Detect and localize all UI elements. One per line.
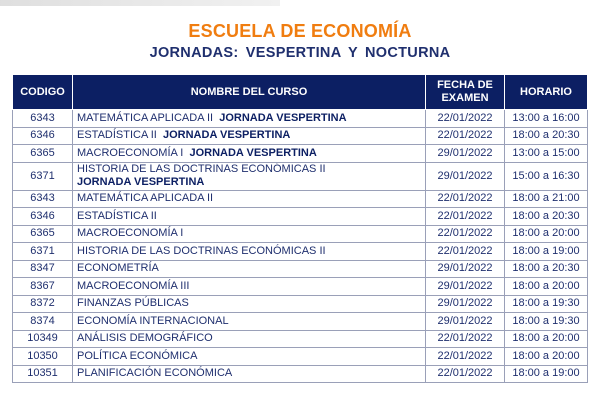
course-code-cell: 6371 bbox=[13, 162, 73, 190]
exam-time-cell: 13:00 a 16:00 bbox=[505, 110, 588, 128]
course-code-cell: 10350 bbox=[13, 348, 73, 366]
table-row bbox=[13, 295, 588, 313]
course-name: FINANZAS PÚBLICAS bbox=[77, 297, 189, 310]
table-row bbox=[13, 127, 588, 145]
course-name-cell bbox=[73, 260, 426, 278]
column-header-code: CODIGO bbox=[13, 75, 73, 110]
course-name-cell bbox=[73, 208, 426, 226]
table-row bbox=[13, 313, 588, 331]
course-code-cell: 6346 bbox=[13, 208, 73, 226]
exam-time-cell: 18:00 a 20:00 bbox=[505, 348, 588, 366]
exam-date-cell: 29/01/2022 bbox=[426, 313, 505, 331]
exam-time-cell: 18:00 a 20:30 bbox=[505, 127, 588, 145]
exam-schedule-table bbox=[12, 74, 588, 383]
exam-date-cell: 22/01/2022 bbox=[426, 127, 505, 145]
course-code-cell: 10351 bbox=[13, 365, 73, 383]
table-row bbox=[13, 110, 588, 128]
jornada-label: JORNADA VESPERTINA bbox=[77, 176, 205, 188]
page-title: ESCUELA DE ECONOMÍA bbox=[188, 21, 412, 41]
exam-date-cell: 29/01/2022 bbox=[426, 295, 505, 313]
exam-time-cell: 15:00 a 16:30 bbox=[505, 162, 588, 190]
exam-time-cell: 18:00 a 20:00 bbox=[505, 225, 588, 243]
course-name-cell bbox=[73, 348, 426, 366]
table-row bbox=[13, 190, 588, 208]
exam-time-cell: 18:00 a 19:30 bbox=[505, 295, 588, 313]
course-code-cell: 6343 bbox=[13, 190, 73, 208]
column-header-time: HORARIO bbox=[505, 75, 588, 110]
table-row bbox=[13, 162, 588, 190]
course-name: ESTADÍSTICA II bbox=[77, 129, 160, 142]
course-name: MATEMÁTICA APLICADA II bbox=[77, 111, 217, 124]
table-row bbox=[13, 208, 588, 226]
table-row bbox=[13, 260, 588, 278]
course-name-cell bbox=[73, 295, 426, 313]
jornada-label: JORNADA VESPERTINA bbox=[189, 146, 317, 159]
course-name-cell bbox=[73, 243, 426, 261]
course-name: MATEMÁTICA APLICADA II bbox=[77, 192, 214, 205]
course-name-cell bbox=[73, 330, 426, 348]
exam-date-cell: 22/01/2022 bbox=[426, 365, 505, 383]
course-name: MACROECONOMÍA I bbox=[77, 146, 187, 159]
course-name: ECONOMETRÍA bbox=[77, 262, 159, 275]
course-code-cell: 10349 bbox=[13, 330, 73, 348]
course-name-cell bbox=[73, 313, 426, 331]
exam-date-cell: 29/01/2022 bbox=[426, 145, 505, 163]
table-body bbox=[13, 110, 588, 383]
jornada-label: JORNADA VESPERTINA bbox=[219, 111, 347, 124]
jornada-label: JORNADA VESPERTINA bbox=[163, 129, 291, 142]
course-code-cell: 6371 bbox=[13, 243, 73, 261]
exam-date-cell: 29/01/2022 bbox=[426, 260, 505, 278]
exam-time-cell: 18:00 a 21:00 bbox=[505, 190, 588, 208]
course-code-cell: 6365 bbox=[13, 225, 73, 243]
exam-date-cell: 22/01/2022 bbox=[426, 110, 505, 128]
course-code-cell: 8367 bbox=[13, 278, 73, 296]
top-decorative-strip bbox=[0, 0, 280, 6]
course-name: ANÁLISIS DEMOGRÁFICO bbox=[77, 332, 213, 345]
column-header-date: FECHA DE EXAMEN bbox=[426, 75, 505, 110]
exam-date-cell: 22/01/2022 bbox=[426, 348, 505, 366]
page-subtitle: JORNADAS: VESPERTINA Y NOCTURNA bbox=[149, 45, 451, 61]
exam-date-cell: 22/01/2022 bbox=[426, 225, 505, 243]
course-name-cell bbox=[73, 110, 426, 128]
course-name: ECONOMÍA INTERNACIONAL bbox=[77, 314, 229, 327]
course-code-cell: 6346 bbox=[13, 127, 73, 145]
exam-date-cell: 22/01/2022 bbox=[426, 190, 505, 208]
table-row bbox=[13, 225, 588, 243]
table-header-row bbox=[13, 75, 588, 110]
course-name-cell bbox=[73, 162, 426, 190]
exam-time-cell: 18:00 a 20:00 bbox=[505, 330, 588, 348]
exam-date-cell: 29/01/2022 bbox=[426, 162, 505, 190]
exam-date-cell: 22/01/2022 bbox=[426, 243, 505, 261]
table-row bbox=[13, 243, 588, 261]
exam-time-cell: 18:00 a 19:00 bbox=[505, 365, 588, 383]
course-code-cell: 8374 bbox=[13, 313, 73, 331]
course-name: HISTORIA DE LAS DOCTRINAS ECONÓMICAS II bbox=[77, 163, 326, 175]
exam-date-cell: 22/01/2022 bbox=[426, 330, 505, 348]
course-name-cell bbox=[73, 190, 426, 208]
exam-time-cell: 18:00 a 19:00 bbox=[505, 243, 588, 261]
exam-time-cell: 18:00 a 20:00 bbox=[505, 278, 588, 296]
course-name-cell bbox=[73, 225, 426, 243]
exam-time-cell: 18:00 a 20:30 bbox=[505, 260, 588, 278]
exam-time-cell: 18:00 a 19:30 bbox=[505, 313, 588, 331]
exam-date-cell: 22/01/2022 bbox=[426, 208, 505, 226]
course-name-cell bbox=[73, 278, 426, 296]
exam-date-cell: 29/01/2022 bbox=[426, 278, 505, 296]
course-name: POLÍTICA ECONÓMICA bbox=[77, 349, 198, 362]
table-row bbox=[13, 330, 588, 348]
course-name-cell bbox=[73, 127, 426, 145]
course-name: PLANIFICACIÓN ECONÓMICA bbox=[77, 367, 233, 380]
course-name-cell bbox=[73, 365, 426, 383]
table-row bbox=[13, 145, 588, 163]
exam-time-cell: 13:00 a 15:00 bbox=[505, 145, 588, 163]
course-code-cell: 6365 bbox=[13, 145, 73, 163]
course-name: HISTORIA DE LAS DOCTRINAS ECONÓMICAS II bbox=[77, 244, 326, 257]
course-name-cell bbox=[73, 145, 426, 163]
course-name: MACROECONOMÍA I bbox=[77, 227, 184, 240]
exam-time-cell: 18:00 a 20:30 bbox=[505, 208, 588, 226]
course-name: MACROECONOMÍA III bbox=[77, 279, 190, 292]
course-code-cell: 6343 bbox=[13, 110, 73, 128]
course-code-cell: 8372 bbox=[13, 295, 73, 313]
table-row bbox=[13, 278, 588, 296]
table-row bbox=[13, 348, 588, 366]
course-code-cell: 8347 bbox=[13, 260, 73, 278]
course-name: ESTADÍSTICA II bbox=[77, 209, 157, 222]
table-row bbox=[13, 365, 588, 383]
column-header-course: NOMBRE DEL CURSO bbox=[73, 75, 426, 110]
